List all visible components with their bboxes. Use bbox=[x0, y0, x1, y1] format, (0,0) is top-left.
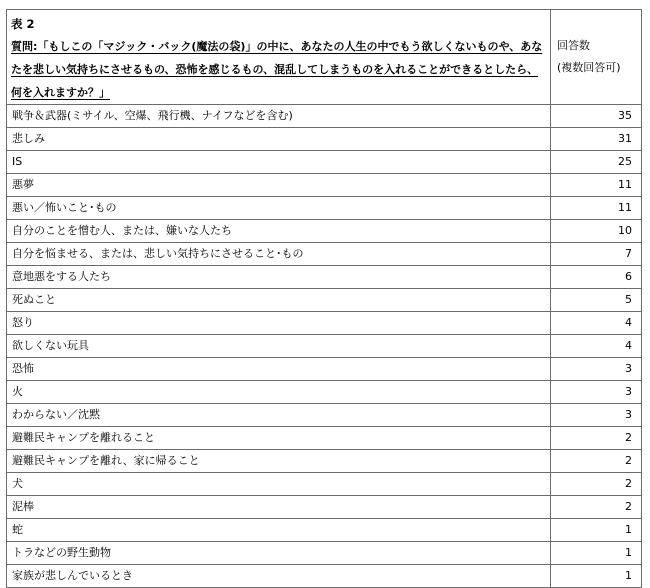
row-count: 35 bbox=[551, 105, 642, 128]
table-row bbox=[7, 151, 642, 174]
header-question-cell bbox=[7, 10, 551, 105]
row-count: 11 bbox=[551, 174, 642, 197]
row-label: 自分のことを憎む人、または、嫌いな人たち bbox=[7, 220, 551, 243]
row-label: 避難民キャンプを離れること bbox=[7, 427, 551, 450]
row-label: 怒り bbox=[7, 312, 551, 335]
row-count: 1 bbox=[551, 565, 642, 588]
table-row bbox=[7, 266, 642, 289]
table-row bbox=[7, 220, 642, 243]
table-row bbox=[7, 358, 642, 381]
table-row bbox=[7, 381, 642, 404]
row-count: 4 bbox=[551, 312, 642, 335]
table-row bbox=[7, 496, 642, 519]
row-label: IS bbox=[7, 151, 551, 174]
table-title: 表 2 bbox=[11, 17, 35, 31]
table-row bbox=[7, 335, 642, 358]
table-row bbox=[7, 243, 642, 266]
row-label: 死ぬこと bbox=[7, 289, 551, 312]
table-row bbox=[7, 105, 642, 128]
row-label: 避難民キャンプを離れ、家に帰ること bbox=[7, 450, 551, 473]
row-label: 火 bbox=[7, 381, 551, 404]
survey-table-document bbox=[6, 9, 641, 588]
row-count: 1 bbox=[551, 519, 642, 542]
row-count: 4 bbox=[551, 335, 642, 358]
row-count: 2 bbox=[551, 473, 642, 496]
header-count-cell bbox=[551, 10, 642, 105]
row-label: 悪い／怖いこと･もの bbox=[7, 197, 551, 220]
table-row bbox=[7, 427, 642, 450]
row-count: 11 bbox=[551, 197, 642, 220]
table-row bbox=[7, 197, 642, 220]
row-count: 7 bbox=[551, 243, 642, 266]
table-row bbox=[7, 450, 642, 473]
table-row bbox=[7, 542, 642, 565]
row-label: 泥棒 bbox=[7, 496, 551, 519]
row-count: 3 bbox=[551, 404, 642, 427]
row-label: 犬 bbox=[7, 473, 551, 496]
table-row bbox=[7, 519, 642, 542]
table-row bbox=[7, 128, 642, 151]
row-label: 恐怖 bbox=[7, 358, 551, 381]
row-label: 悪夢 bbox=[7, 174, 551, 197]
row-label: わからない／沈黙 bbox=[7, 404, 551, 427]
table-row bbox=[7, 565, 642, 588]
row-count: 3 bbox=[551, 381, 642, 404]
table-row bbox=[7, 473, 642, 496]
table-row bbox=[7, 174, 642, 197]
row-label: トラなどの野生動物 bbox=[7, 542, 551, 565]
row-label: 欲しくない玩具 bbox=[7, 335, 551, 358]
row-label: 戦争＆武器(ミサイル、空爆、飛行機、ナイフなどを含む) bbox=[7, 105, 551, 128]
survey-question: 質問:「もしこの「マジック・バック(魔法の袋)」の中に、あなたの人生の中でもう欲しくないものや、あなたを悲しい気持ちにさせるもの、恐怖を感じるもの、混乱してしまうものを入れることができるとしたら、何を入れますか？」 bbox=[11, 40, 543, 99]
row-count: 31 bbox=[551, 128, 642, 151]
row-count: 1 bbox=[551, 542, 642, 565]
row-label: 家族が悲しんでいるとき bbox=[7, 565, 551, 588]
table-row bbox=[7, 404, 642, 427]
row-label: 自分を悩ませる、または、悲しい気持ちにさせること･もの bbox=[7, 243, 551, 266]
row-label: 悲しみ bbox=[7, 128, 551, 151]
table-row bbox=[7, 289, 642, 312]
row-count: 25 bbox=[551, 151, 642, 174]
row-label: 蛇 bbox=[7, 519, 551, 542]
row-count: 5 bbox=[551, 289, 642, 312]
row-count: 2 bbox=[551, 450, 642, 473]
count-column-note: (複数回答可) bbox=[557, 61, 621, 74]
row-count: 6 bbox=[551, 266, 642, 289]
table-header-row bbox=[7, 10, 642, 105]
row-count: 10 bbox=[551, 220, 642, 243]
row-count: 3 bbox=[551, 358, 642, 381]
row-count: 2 bbox=[551, 427, 642, 450]
row-count: 2 bbox=[551, 496, 642, 519]
row-label: 意地悪をする人たち bbox=[7, 266, 551, 289]
count-column-title: 回答数 bbox=[557, 39, 590, 52]
table-row bbox=[7, 312, 642, 335]
survey-table bbox=[6, 9, 642, 588]
